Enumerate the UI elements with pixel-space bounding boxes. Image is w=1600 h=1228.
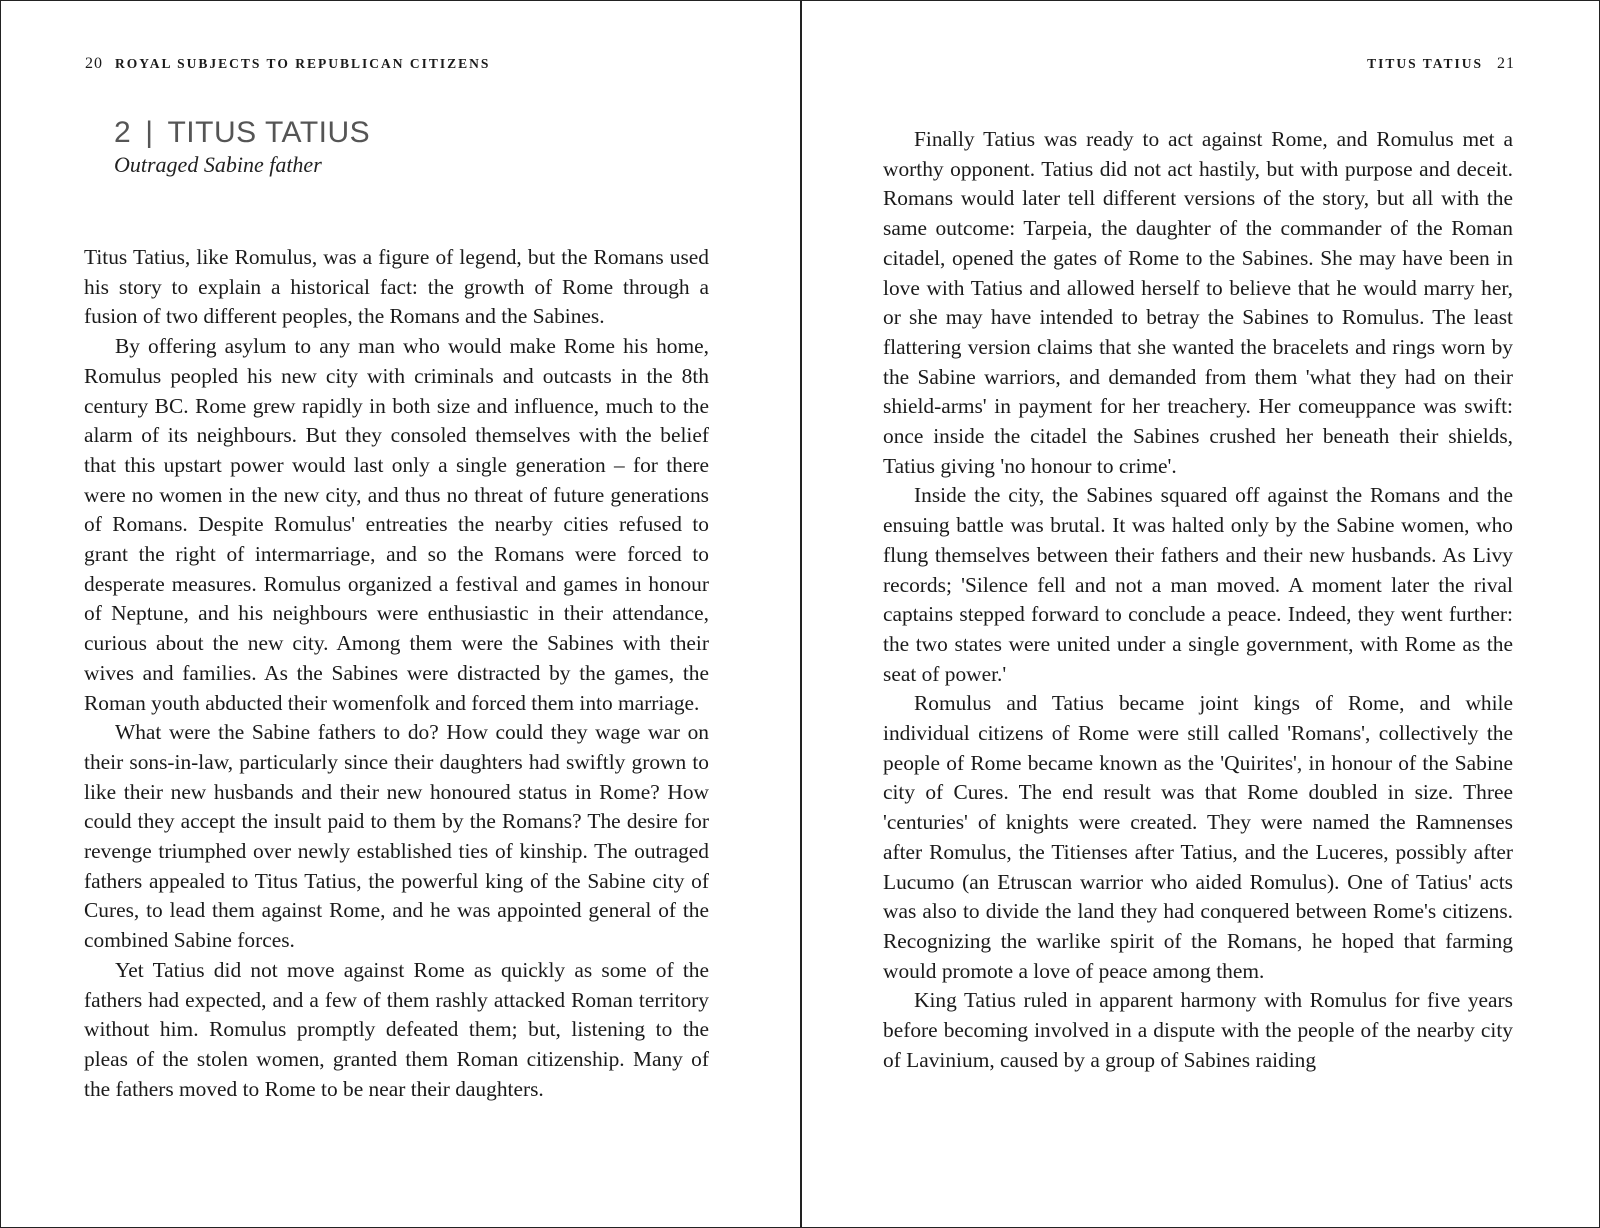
paragraph: Inside the city, the Sabines squared off against the Romans and the ensuing battle was brutal. It was halted only by the Sabine women, who flung themselves between their fathers and their new husbands. As Livy records; 'Silence fell and not a man moved. A moment later the rival captains stepped forward to conclude a peace. Indeed, they went further: the two states were united under a single government, with Rome as the seat of power.' [883, 483, 1513, 686]
right-page [802, 1, 1599, 1227]
body-text-right [883, 125, 1513, 1076]
left-page [1, 1, 800, 1227]
page-number: 20 [85, 55, 103, 72]
chapter-heading [114, 116, 370, 178]
chapter-separator: | [145, 116, 154, 149]
chapter-title [114, 116, 370, 150]
running-head-text: TITUS TATIUS [1367, 56, 1483, 71]
paragraph: By offering asylum to any man who would make Rome his home, Romulus peopled his new city with criminals and outcasts in the 8th century BC. Rome grew rapidly in both size and influence, much to the alarm of its neighbours. But they consoled themselves with the belief that this upstart power would last only a single generation – for there were no women in the new city, and thus no threat of future generations of Romans. Despite Romulus' entreaties the nearby cities refused to grant the right of intermarriage, and so the Romans were forced to desperate measures. Romulus organized a festival and games in honour of Neptune, and his neighbours were enthusiastic in their attendance, curious about the new city. Among them were the Sabines with their wives and families. As the Sabines were distracted by the games, the Roman youth abducted their womenfolk and forced them into marriage. [84, 334, 709, 715]
running-head-left [85, 55, 490, 73]
paragraph: Yet Tatius did not move against Rome as quickly as some of the fathers had expected, and a few of them rashly attacked Roman territory without him. Romulus promptly defeated them; but, listening to the pleas of the stolen women, granted them Roman citizenship. Many of the fathers moved to Rome to be near their daughters. [84, 957, 709, 1101]
paragraph: Titus Tatius, like Romulus, was a figure of legend, but the Romans used his story to explain a historical fact: the growth of Rome through a fusion of two different peoples, the Romans and the Sabines. [84, 245, 709, 329]
paragraph: King Tatius ruled in apparent harmony with Romulus for five years before becoming involved in a dispute with the people of the nearby city of Lavinium, caused by a group of Sabines raiding [883, 988, 1513, 1072]
paragraph: What were the Sabine fathers to do? How could they wage war on their sons-in-law, particularly since their daughters had swiftly grown to like their new husbands and their new honoured status in Rome? How could they accept the insult paid to them by the Romans? The desire for revenge triumphed over newly established ties of kinship. The outraged fathers appealed to Titus Tatius, the powerful king of the Sabine city of Cures, to lead them against Rome, and he was appointed general of the combined Sabine forces. [84, 720, 709, 953]
chapter-subtitle: Outraged Sabine father [114, 152, 322, 177]
page-number: 21 [1497, 55, 1515, 72]
body-text-left [84, 243, 709, 1104]
chapter-name: TITUS TATIUS [167, 116, 371, 149]
paragraph: Romulus and Tatius became joint kings of Rome, and while individual citizens of Rome were still called 'Romans', collectively the people of Rome became known as the 'Quirites', in honour of the Sabine city of Cures. The end result was that Rome doubled in size. Three 'centuries' of knights were created. They were named the Ramnenses after Romulus, the Titienses after Tatius, and the Luceres, possibly after Lucumo (an Etruscan warrior who aided Romulus). One of Tatius' acts was also to divide the land they had conquered between Rome's citizens. Recognizing the warlike spirit of the Romans, he hoped that farming would promote a love of peace among them. [883, 691, 1513, 983]
chapter-number: 2 [114, 116, 132, 149]
running-head-right [1367, 55, 1515, 73]
running-head-text: ROYAL SUBJECTS TO REPUBLICAN CITIZENS [115, 56, 491, 71]
paragraph: Finally Tatius was ready to act against Rome, and Romulus met a worthy opponent. Tatius did not act hastily, but with purpose and deceit. Romans would later tell different versions of the story, but all with the same outcome: Tarpeia, the daughter of the commander of the Roman citadel, opened the gates of Rome to the Sabines. She may have been in love with Tatius and allowed herself to believe that he would marry her, or she may have intended to betray the Sabines to Romulus. The least flattering version claims that she wanted the bracelets and rings worn by the Sabine warriors, and demanded from them 'what they had on their shield-arms' in payment for her treachery. Her comeuppance was swift: once inside the citadel the Sabines crushed her beneath their shields, Tatius giving 'no honour to crime'. [883, 127, 1513, 478]
